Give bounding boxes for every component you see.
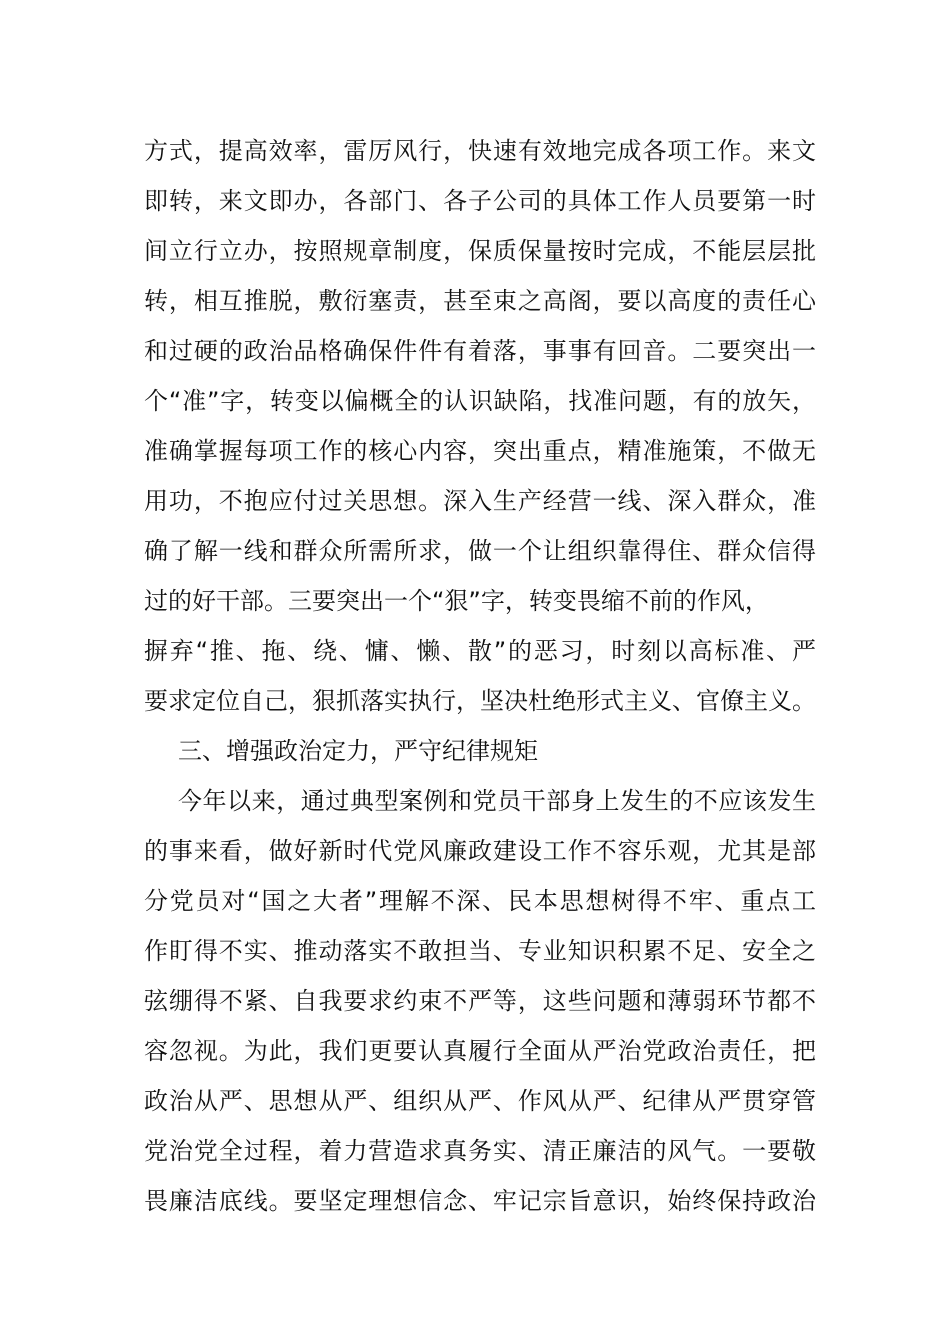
text-line-21: 党治党全过程，着力营造求真务实、清正廉洁的风气。一要敬 [144, 1137, 816, 1165]
text-line-18: 弦绷得不紧、自我要求约束不严等，这些问题和薄弱环节都不 [144, 987, 816, 1015]
text-line-8: 用功，不抱应付过关思想。深入生产经营一线、深入群众，准 [144, 487, 816, 515]
text-line-16: 分党员对“国之大者”理解不深、民本思想树得不牢、重点工 [144, 887, 816, 915]
text-line-22: 畏廉洁底线。要坚定理想信念、牢记宗旨意识，始终保持政治 [144, 1187, 816, 1215]
text-line-6: 个“准”字，转变以偏概全的认识缺陷，找准问题，有的放矢， [144, 387, 816, 415]
text-line-1: 方式，提高效率，雷厉风行，快速有效地完成各项工作。来文 [144, 137, 816, 165]
text-line-2: 即转，来文即办，各部门、各子公司的具体工作人员要第一时 [144, 187, 816, 215]
document-body [144, 126, 816, 1226]
text-line-19: 容忽视。为此，我们更要认真履行全面从严治党政治责任，把 [144, 1037, 816, 1065]
text-line-10: 过的好干部。三要突出一个“狠”字，转变畏缩不前的作风， [144, 587, 769, 615]
text-line-5: 和过硬的政治品格确保件件有着落，事事有回音。二要突出一 [144, 337, 816, 365]
text-line-20: 政治从严、思想从严、组织从严、作风从严、纪律从严贯穿管 [144, 1087, 816, 1115]
text-line-3: 间立行立办，按照规章制度，保质保量按时完成，不能层层批 [144, 237, 816, 265]
text-line-4: 转，相互推脱，敷衍塞责，甚至束之高阁，要以高度的责任心 [144, 287, 816, 315]
text-line-9: 确了解一线和群众所需所求，做一个让组织靠得住、群众信得 [144, 537, 816, 565]
text-line-15: 的事来看，做好新时代党风廉政建设工作不容乐观，尤其是部 [144, 837, 816, 865]
section-heading: 三、增强政治定力，严守纪律规矩 [178, 737, 538, 765]
text-line-7: 准确掌握每项工作的核心内容，突出重点，精准施策，不做无 [144, 437, 816, 465]
text-line-14: 今年以来，通过典型案例和党员干部身上发生的不应该发生 [178, 787, 816, 815]
text-line-12: 要求定位自己，狠抓落实执行，坚决杜绝形式主义、官僚主义。 [144, 687, 816, 715]
text-line-17: 作盯得不实、推动落实不敢担当、专业知识积累不足、安全之 [144, 937, 816, 965]
text-line-11: 摒弃“推、拖、绕、慵、懒、散”的恶习，时刻以高标准、严 [144, 637, 816, 665]
